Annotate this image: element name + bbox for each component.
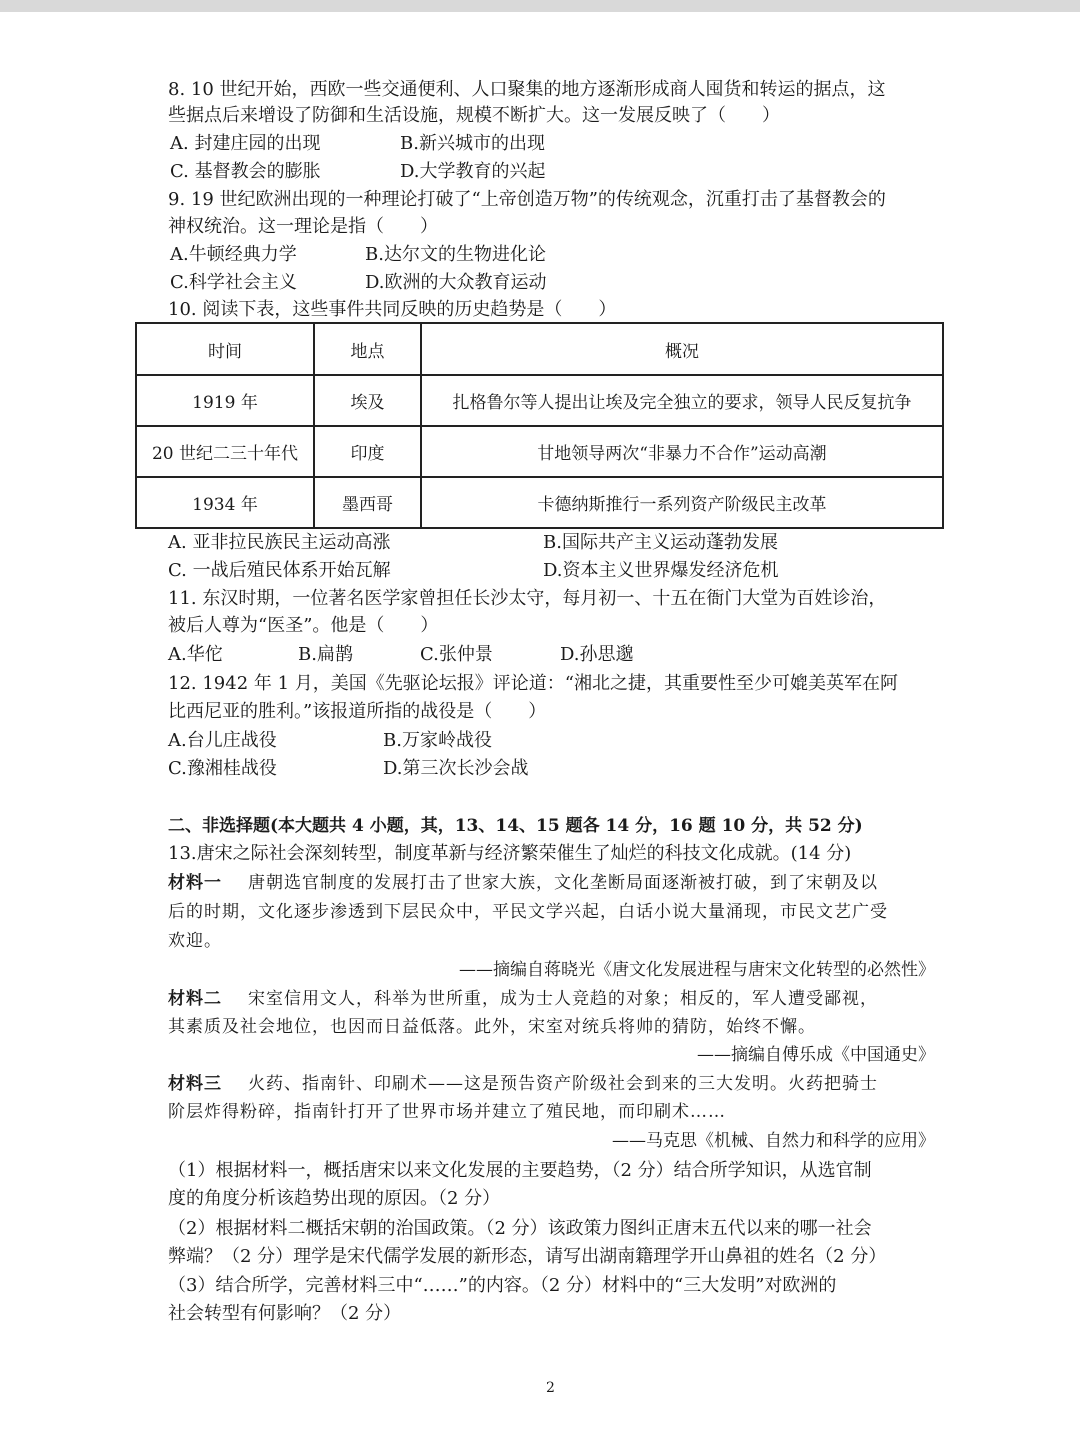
material3-label: 材料三 <box>168 1074 222 1094</box>
q13-stem: 13.唐宋之际社会深刻转型，制度革新与经济繁荣催生了灿烂的科技文化成就。(14 分) <box>168 843 852 864</box>
q13-material1-line3: 欢迎。 <box>168 931 222 951</box>
q13-material2-line2: 其素质及社会地位，也因而日益低落。此外，宋室对统兵将帅的猜防，始终不懈。 <box>168 1017 816 1037</box>
q11-option-b: B.扁鹊 <box>298 644 353 665</box>
q9-option-c: C.科学社会主义 <box>170 272 297 293</box>
material3-source: ——马克思《机械、自然力和科学的应用》 <box>612 1131 935 1151</box>
header-place: 地点 <box>314 323 421 375</box>
cell-place: 埃及 <box>314 375 421 426</box>
cell-place: 印度 <box>314 426 421 477</box>
cell-time: 1934 年 <box>136 477 314 528</box>
q9-option-d: D.欧洲的大众教育运动 <box>365 272 547 293</box>
header-summary: 概况 <box>421 323 943 375</box>
q13-part3-line2: 社会转型有何影响？（2 分） <box>168 1303 402 1324</box>
material3-text: 火药、指南针、印刷术——这是预告资产阶级社会到来的三大发明。火药把骑士 <box>248 1074 878 1094</box>
q12-option-c: C.豫湘桂战役 <box>168 758 277 779</box>
q10-option-d: D.资本主义世界爆发经济危机 <box>543 560 779 581</box>
q12-stem-line2: 比西尼亚的胜利。”该报道所指的战役是（ ） <box>168 701 547 722</box>
material2-text: 宋室信用文人，科举为世所重，成为士人竞趋的对象；相反的，军人遭受鄙视， <box>248 989 878 1009</box>
q10-option-b: B.国际共产主义运动蓬勃发展 <box>543 532 778 553</box>
q12-option-b: B.万家岭战役 <box>383 730 492 751</box>
section2-title: 二、非选择题(本大题共 4 小题，其，13、14、15 题各 14 分，16 题 10 分，共 52 分) <box>168 816 863 836</box>
q8-option-c: C. 基督教会的膨胀 <box>170 161 321 182</box>
q9-stem-line2: 神权统治。这一理论是指（ ） <box>168 216 438 237</box>
q10-events-table <box>135 322 944 529</box>
q8-stem-line2: 些据点后来增设了防御和生活设施，规模不断扩大。这一发展反映了（ ） <box>168 105 780 126</box>
q11-option-d: D.孙思邈 <box>560 644 634 665</box>
q9-option-a: A.牛顿经典力学 <box>170 244 297 265</box>
q11-stem-line1: 11. 东汉时期，一位著名医学家曾担任长沙太守，每月初一、十五在衙门大堂为百姓诊治， <box>168 588 887 609</box>
q9-stem-line1: 9. 19 世纪欧洲出现的一种理论打破了“上帝创造万物”的传统观念，沉重打击了基督教会的 <box>168 189 886 210</box>
q13-part2-line2: 弊端？（2 分）理学是宋代儒学发展的新形态，请写出湖南籍理学开山鼻祖的姓名（2 分） <box>168 1246 887 1267</box>
q11-option-a: A.华佗 <box>168 644 223 665</box>
q13-part1-line1: （1）根据材料一，概括唐宋以来文化发展的主要趋势，（2 分）结合所学知识，从选官制 <box>168 1160 872 1181</box>
q12-option-a: A.台儿庄战役 <box>168 730 277 751</box>
q13-part1-line2: 度的角度分析该趋势出现的原因。（2 分） <box>168 1188 501 1209</box>
q13-part2-line1: （2）根据材料二概括宋朝的治国政策。（2 分）该政策力图纠正唐末五代以来的哪一社会 <box>168 1218 872 1239</box>
q13-part3-line1: （3）结合所学，完善材料三中“……”的内容。（2 分）材料中的“三大发明”对欧洲的 <box>168 1275 837 1296</box>
cell-time: 1919 年 <box>136 375 314 426</box>
q10-option-a: A. 亚非拉民族民主运动高涨 <box>168 532 391 553</box>
material1-label: 材料一 <box>168 873 222 893</box>
cell-summary: 卡德纳斯推行一系列资产阶级民主改革 <box>421 477 943 528</box>
q9-option-b: B.达尔文的生物进化论 <box>365 244 546 265</box>
q8-option-a: A. 封建庄园的出现 <box>170 133 321 154</box>
q13-material3-line2: 阶层炸得粉碎，指南针打开了世界市场并建立了殖民地，而印刷术…… <box>168 1102 726 1122</box>
material1-text: 唐朝选官制度的发展打击了世家大族，文化垄断局面逐渐被打破，到了宋朝及以 <box>248 873 878 893</box>
q12-stem-line1: 12. 1942 年 1 月，美国《先驱论坛报》评论道：“湘北之捷，其重要性至少可媲美英军在阿 <box>168 673 898 694</box>
table-row <box>136 477 943 528</box>
material2-source: ——摘编自傅乐成《中国通史》 <box>697 1045 935 1065</box>
cell-place: 墨西哥 <box>314 477 421 528</box>
cell-time: 20 世纪二三十年代 <box>136 426 314 477</box>
q11-stem-line2: 被后人尊为“医圣”。他是（ ） <box>168 615 439 636</box>
q13-material1-line1 <box>168 870 878 896</box>
cell-summary: 扎格鲁尔等人提出让埃及完全独立的要求，领导人民反复抗争 <box>421 375 943 426</box>
cell-summary: 甘地领导两次“非暴力不合作”运动高潮 <box>421 426 943 477</box>
q13-material3-line1 <box>168 1071 878 1097</box>
q12-option-d: D.第三次长沙会战 <box>383 758 529 779</box>
table-header-row <box>136 323 943 375</box>
material1-source: ——摘编自蒋晓光《唐文化发展进程与唐宋文化转型的必然性》 <box>459 960 935 980</box>
material2-label: 材料二 <box>168 989 222 1009</box>
page-number: 2 <box>546 1380 555 1396</box>
table-row <box>136 426 943 477</box>
q8-stem-line1: 8. 10 世纪开始，西欧一些交通便利、人口聚集的地方逐渐形成商人囤货和转运的据点，这 <box>168 79 886 100</box>
q8-option-d: D.大学教育的兴起 <box>400 161 546 182</box>
q13-material2-line1 <box>168 986 878 1012</box>
table-row <box>136 375 943 426</box>
q13-material1-line2: 后的时期，文化逐步渗透到下层民众中，平民文学兴起，白话小说大量涌现，市民文艺广受 <box>168 902 888 922</box>
q10-option-c: C. 一战后殖民体系开始瓦解 <box>168 560 391 581</box>
q8-option-b: B.新兴城市的出现 <box>400 133 545 154</box>
q11-option-c: C.张仲景 <box>420 644 493 665</box>
q10-stem: 10. 阅读下表，这些事件共同反映的历史趋势是（ ） <box>168 299 617 320</box>
header-time: 时间 <box>136 323 314 375</box>
